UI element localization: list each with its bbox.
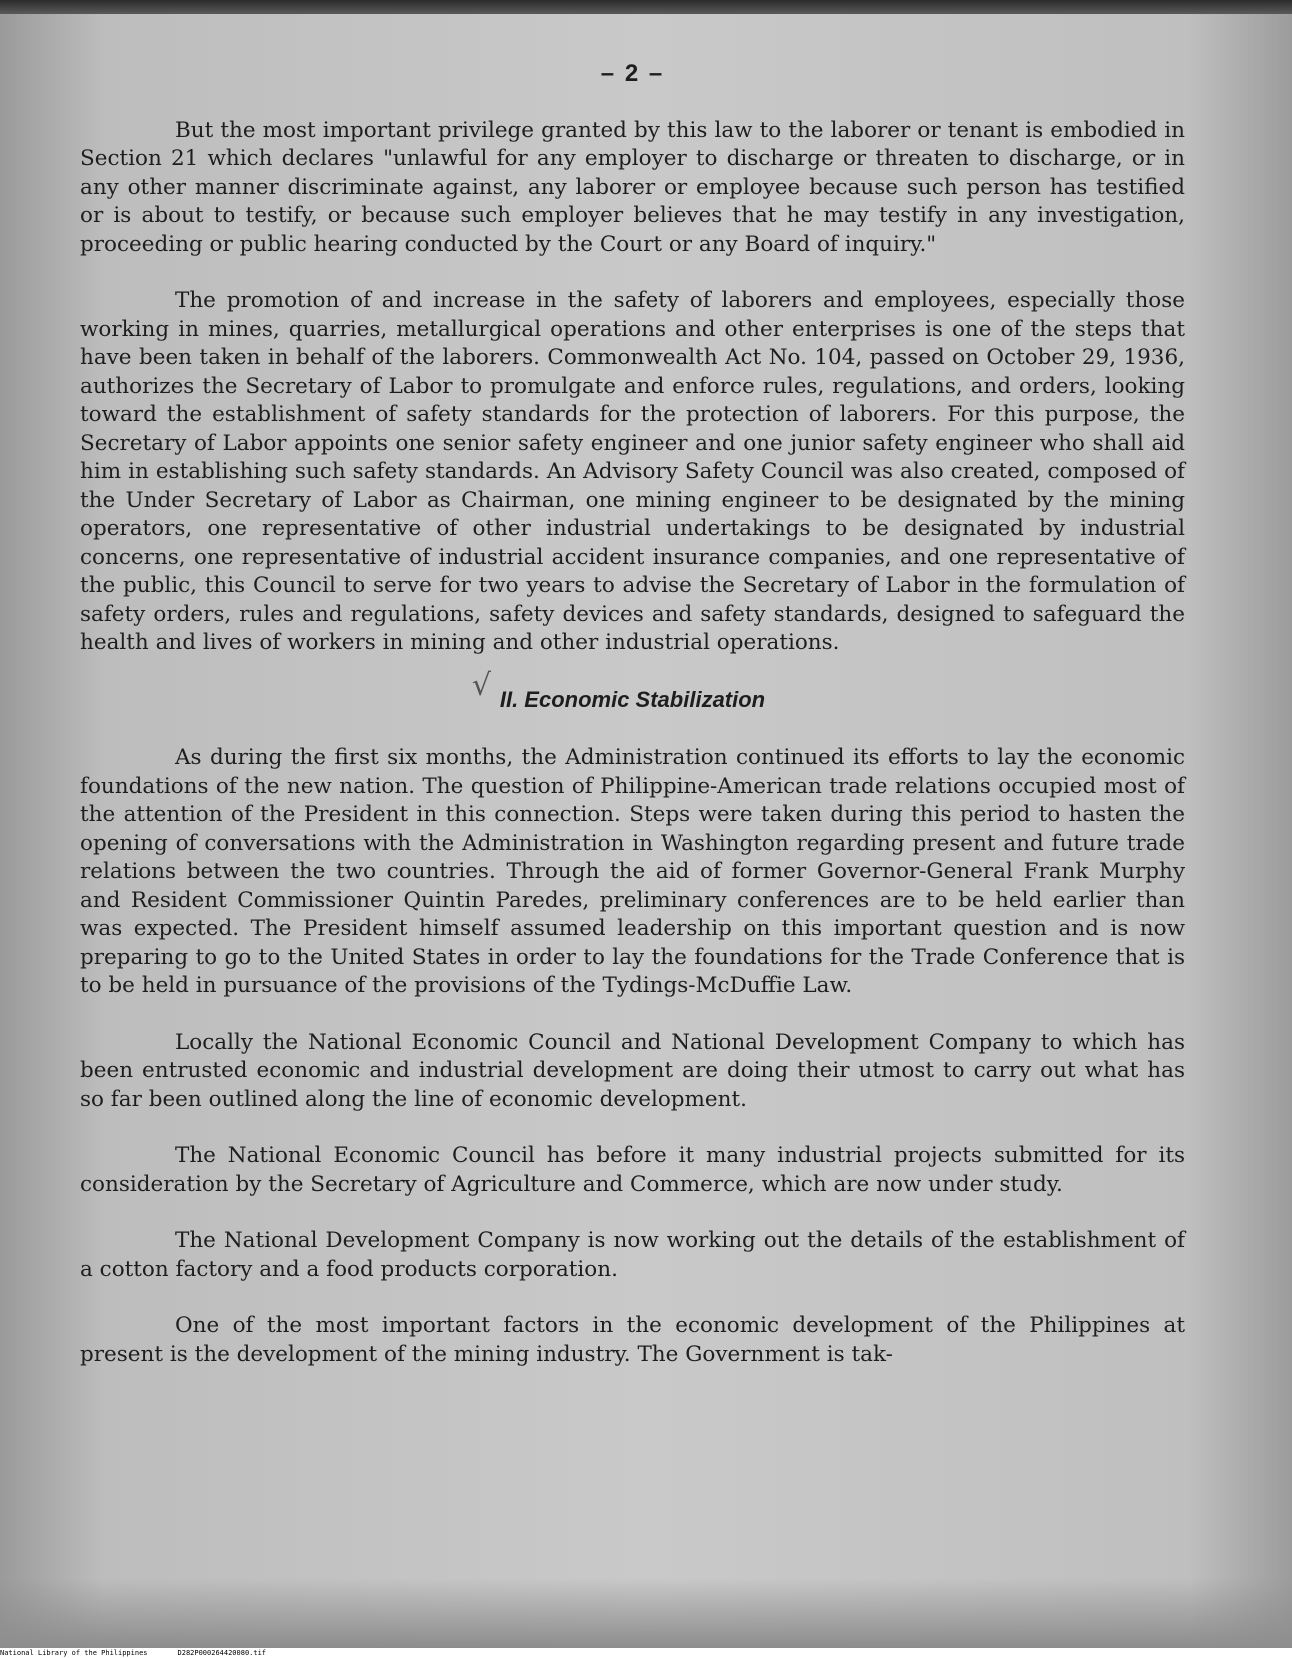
- checkmark-icon: √: [471, 667, 491, 703]
- paragraph-economic-council: The National Economic Council has before it many industrial projects submitted for its consideration by the Secretary of Agriculture and Commerce, which are now under study.: [80, 1143, 1185, 1197]
- footer-library: National Library of the Philippines: [0, 1649, 148, 1657]
- section-heading-text: II. Economic Stabilization: [499, 686, 766, 712]
- page-number: – 2 –: [600, 60, 665, 87]
- paragraph-development-company: The National Development Company is now working out the details of the establishment of a cotton factory and a food products corporation.: [80, 1228, 1185, 1282]
- paragraph-safety: The promotion of and increase in the safety of laborers and employees, especially those working in mines, quarries, metallurgical operations and other enterprises is one of the steps that have been taken in behalf of the laborers. Commonwealth Act No. 104, passed on October 29, 1936, authorizes the Secretary of Labor to promulgate and enforce rules, regulations, and orders, looking toward the establishment of safety standards for the protection of laborers. For this purpose, the Secretary of Labor appoints one senior safety engineer and one junior safety engineer who shall aid him in establishing such safety standards. An Advisory Safety Council was also created, composed of the Under Secretary of Labor as Chairman, one mining engineer to be designated by the mining operators, one representative of other industrial undertakings to be designated by industrial concerns, one representative of industrial accident insurance companies, and one representative of the public, this Council to serve for two years to advise the Secretary of Labor in the formulation of safety orders, rules and regulations, safety devices and safety standards, designed to safeguard the health and lives of workers in mining and other industrial operations.: [80, 288, 1185, 655]
- paragraph-trade-relations: As during the first six months, the Administration continued its efforts to lay the economic foundations of the new nation. The question of Philippine-American trade relations occupied most of the attention of the President in this connection. Steps were taken during this period to hasten the opening of conversations with the Administration in Washington regarding present and future trade relations between the two countries. Through the aid of former Governor-General Frank Murphy and Resident Commissioner Quintin Paredes, preliminary conferences are to be held earlier than was expected. The President himself assumed leadership on this important question and is now preparing to go to the United States in order to lay the foundations for the Trade Conference that is to be held in pursuance of the provisions of the Tydings-McDuffie Law.: [80, 745, 1185, 998]
- paragraph-mining: One of the most important factors in the economic development of the Philippines at present is the development of the mining industry. The Government is tak-: [80, 1313, 1185, 1367]
- document-body: [80, 60, 1185, 1397]
- scan-footer: [0, 1649, 1292, 1658]
- section-heading: [80, 667, 1185, 715]
- footer-filename: D282P000264420080.tif: [177, 1649, 267, 1657]
- paragraph-section-21: But the most important privilege granted by this law to the laborer or tenant is embodied in Section 21 which declares "unlawful for any employer to discharge or threaten to discharge, or in any other manner discriminate against, any laborer or employee because such person has testified or is about to testify, or because such employer believes that he may testify in any investigation, proceeding or public hearing conducted by the Court or any Board of inquiry.": [80, 117, 1185, 257]
- paragraph-local-development: Locally the National Economic Council and National Development Company to which has been entrusted economic and industrial development are doing their utmost to carry out what has so far been outlined along the line of economic development.: [80, 1029, 1185, 1112]
